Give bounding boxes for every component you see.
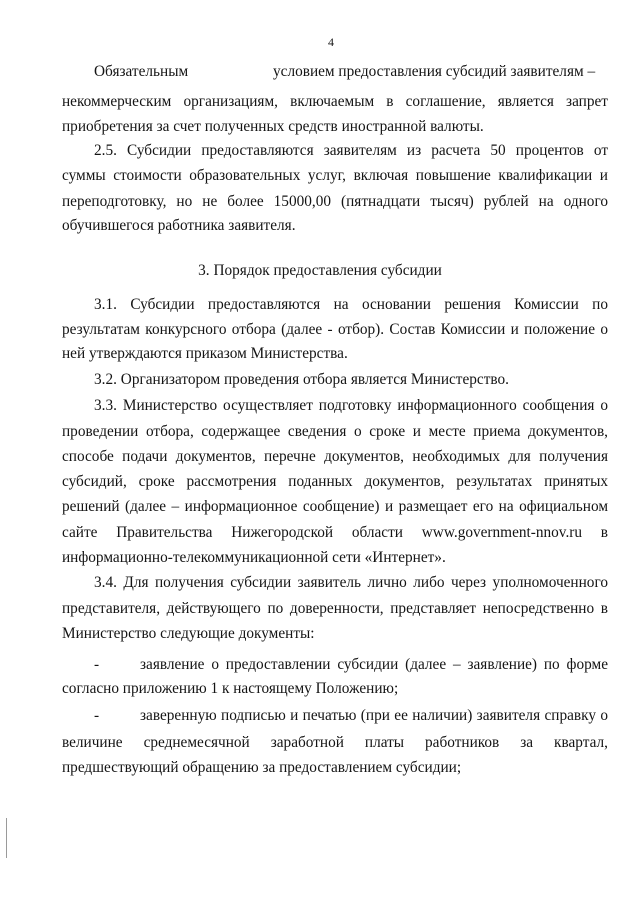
paragraph-3-3-line-1: 3.3. Министерство осуществляет подготовку информационного сообщения о	[94, 397, 608, 414]
paragraph-2-5-line-4: обучившегося работника заявителя.	[62, 217, 296, 234]
paragraph-2-5-line-3: переподготовку, но не более 15000,00 (пятнадцати тысяч) рублей на одного	[62, 193, 608, 210]
paragraph-3-2: 3.2. Организатором проведения отбора является Министерство.	[94, 371, 509, 388]
section-title: 3. Порядок предоставления субсидии	[198, 262, 442, 279]
paragraph-2-5-line-1: 2.5. Субсидии предоставляются заявителям из расчета 50 процентов от	[94, 142, 608, 159]
list-item-1	[140, 655, 608, 675]
list-item-1-dash: -	[94, 656, 100, 673]
paragraph-3-3-line-5: решений (далее – информационное сообщение) и размещает его на официальном	[62, 498, 608, 515]
paragraph-3-3-cont-5	[62, 497, 608, 517]
list-item-2-dash: -	[94, 707, 100, 724]
paragraph-3-3-line-4: субсидий, сроке рассмотрения поданных документов, результатах принятых	[62, 473, 608, 490]
list-item-2	[140, 706, 608, 726]
paragraph-3-1-cont	[62, 320, 608, 340]
paragraph-3-4-line-2: представителя, действующего по доверенности, представляет непосредственно в	[62, 600, 608, 617]
paragraph-3-3-cont-2	[62, 422, 608, 442]
paragraph-3-4	[94, 573, 608, 593]
paragraph-3-3-line-7: информационно-телекоммуникационной сети «Интернет».	[62, 549, 446, 566]
paragraph-3-3-line-6: сайте Правительства Нижегородской области www.government-nnov.ru в	[62, 524, 608, 541]
list-item-2-cont	[62, 733, 608, 753]
paragraph-3-3-cont-6	[62, 523, 608, 543]
paragraph-3-4-line-1: 3.4. Для получения субсидии заявитель лично либо через уполномоченного	[94, 574, 608, 591]
list-item-2-line-1: заверенную подписью и печатью (при ее наличии) заявителя справку о	[140, 707, 608, 724]
list-item-2-line-3: предшествующий обращению за предоставлением субсидии;	[62, 759, 462, 776]
list-item-1-line-2: согласно приложению 1 к настоящему Положению;	[62, 680, 399, 697]
paragraph-1-line-2: некоммерческим организациям, включаемым в соглашение, является запрет	[62, 93, 608, 110]
paragraph-2-5-line-2: суммы стоимости образовательных услуг, включая повышение квалификации и	[62, 167, 608, 184]
paragraph-3-4-cont	[62, 599, 608, 619]
list-item-2-line-2: величине среднемесячной заработной платы работников за квартал,	[62, 734, 608, 751]
paragraph-1	[62, 92, 608, 112]
paragraph-3-3-cont-3	[62, 447, 608, 467]
paragraph-2-5-cont-2	[62, 192, 608, 212]
paragraph-1-line-3: приобретения за счет полученных средств иностранной валюты.	[62, 118, 484, 135]
paragraph-3-3-cont-4	[62, 472, 608, 492]
paragraph-1-line-1b: условием предоставления субсидий заявителям –	[273, 63, 596, 80]
paragraph-3-4-line-3: Министерство следующие документы:	[62, 625, 315, 642]
paragraph-3-3-line-2: проведении отбора, содержащее сведения о сроке и месте приема документов,	[62, 423, 608, 440]
paragraph-3-3-line-3: способе подачи документов, перечне документов, необходимых для получения	[62, 448, 608, 465]
paragraph-1-line-1a: Обязательным	[94, 63, 189, 80]
paragraph-2-5-cont	[62, 166, 608, 186]
paragraph-3-1-line-2: результатам конкурсного отбора (далее - отбор). Состав Комиссии и положение о	[62, 321, 608, 338]
list-item-1-line-1: заявление о предоставлении субсидии (далее – заявление) по форме	[140, 656, 608, 673]
paragraph-3-1	[94, 295, 608, 315]
paragraph-3-1-line-3: ней утверждаются приказом Министерства.	[62, 345, 348, 362]
paragraph-2-5	[94, 141, 608, 161]
paragraph-3-1-line-1: 3.1. Субсидии предоставляются на основании решения Комиссии по	[94, 296, 608, 313]
scan-edge-mark	[6, 818, 7, 858]
paragraph-3-3	[94, 396, 608, 416]
page-number: 4	[328, 35, 334, 49]
